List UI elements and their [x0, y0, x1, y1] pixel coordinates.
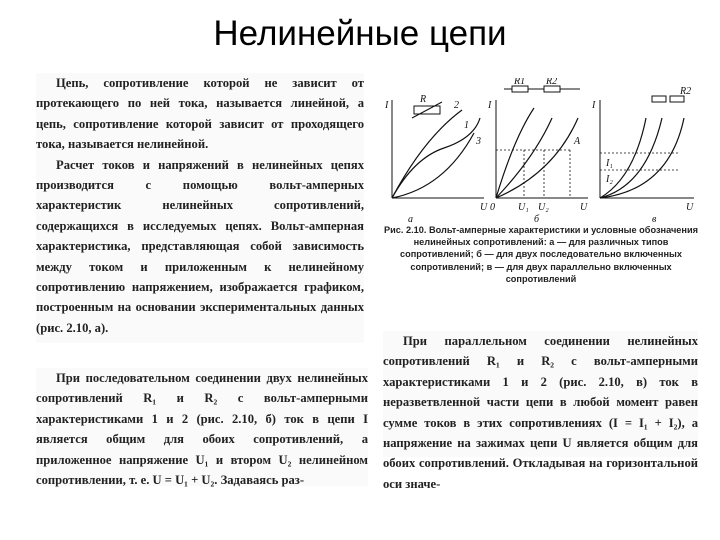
figure-vac-curves [384, 78, 702, 222]
panel-a [384, 94, 488, 222]
panel-label-a: а [408, 214, 413, 222]
axis-i-a: I [385, 100, 389, 111]
paragraph-definition: Цепь, сопротивление которой не зависит от протекающего по ней тока, называется линейной, а цепь, сопротивление которой зависит от проходящего тока, называется нелинейной. [36, 76, 364, 152]
paragraph-parallel: При параллельном соединении нелинейных сопротивлений R₁ и R₂ с вольт-амперными характеристиками 1 и 2 (рис. 2.10, в) ток в неразветвленной части цепи в любой момент равен сумме токов в этих сопротивлениях (I = I₁ + I₂), а напряжение на зажимах цепи U является общим для обоих сопротивлений. Откладывая на горизонтальной оси значе- [383, 334, 698, 491]
curve-2-a: 2 [454, 100, 459, 111]
label-a-b: A [574, 136, 581, 147]
text-column-left-top [36, 73, 364, 343]
figure-caption: Рис. 2.10. Вольт-амперные характеристики и условные обозначения нелинейных сопротивлений: а — для различных типов сопротивлений; б — для двух последовательно включенных сопротивлений; в — для двух параллельно включенных сопротивлений [384, 225, 698, 284]
axis-u-a: U [480, 202, 488, 213]
axis-i-c: I [592, 100, 596, 111]
label-u1-b: U₁ [518, 202, 529, 213]
text-column-left-bottom [36, 368, 368, 486]
paragraph-series: При последовательном соединении двух нелинейных сопротивлений R₁ и R₂ с вольт-амперными характеристиками 1 и 2 (рис. 2.10, б) ток в цепи I является общим для обоих сопротивлений, а приложенное напряжение U₁ и втором U₂ нелинейном сопротивлении, т. е. U = U₁ + U₂. Задаваясь раз- [36, 371, 368, 488]
axis-u-b: U [580, 202, 588, 213]
panel-label-b: б [534, 214, 540, 222]
label-r: R [420, 94, 427, 105]
label-u2-b: U₂ [538, 202, 549, 213]
axis-i-b: I [488, 100, 492, 111]
panel-label-c: в [652, 214, 657, 222]
label-r2-b: R2 [546, 78, 558, 87]
figure-svg [384, 78, 702, 222]
paragraph-calculation: Расчет токов и напряжений в нелинейных цепях производится с помощью вольт-амперных характеристик нелинейных сопротивлений, содержащихся в исследуемых цепях. Вольт-амперная характеристика, представляющая собой зависимость между током и приложенным к нелинейному сопротивлению напряжением, изображается графиком, построенным на основании экспериментальных данных (рис. 2.10, а). [36, 157, 364, 335]
label-r2-c: R2 [680, 86, 692, 97]
text-column-right-bottom [383, 331, 698, 491]
label-i1-c: I₁ [606, 158, 613, 169]
slide-title: Нелинейные цепи [213, 14, 507, 53]
label-r1-b: R1 [514, 78, 526, 87]
panel-c [591, 86, 694, 222]
axis-u-c: U [686, 202, 694, 213]
curve-3-a: 3 [476, 136, 481, 147]
curve-1-a: 1 [464, 120, 469, 131]
label-i2-c: I₂ [606, 174, 613, 185]
panel-b [487, 78, 588, 222]
label-0-b: 0 [490, 202, 495, 213]
